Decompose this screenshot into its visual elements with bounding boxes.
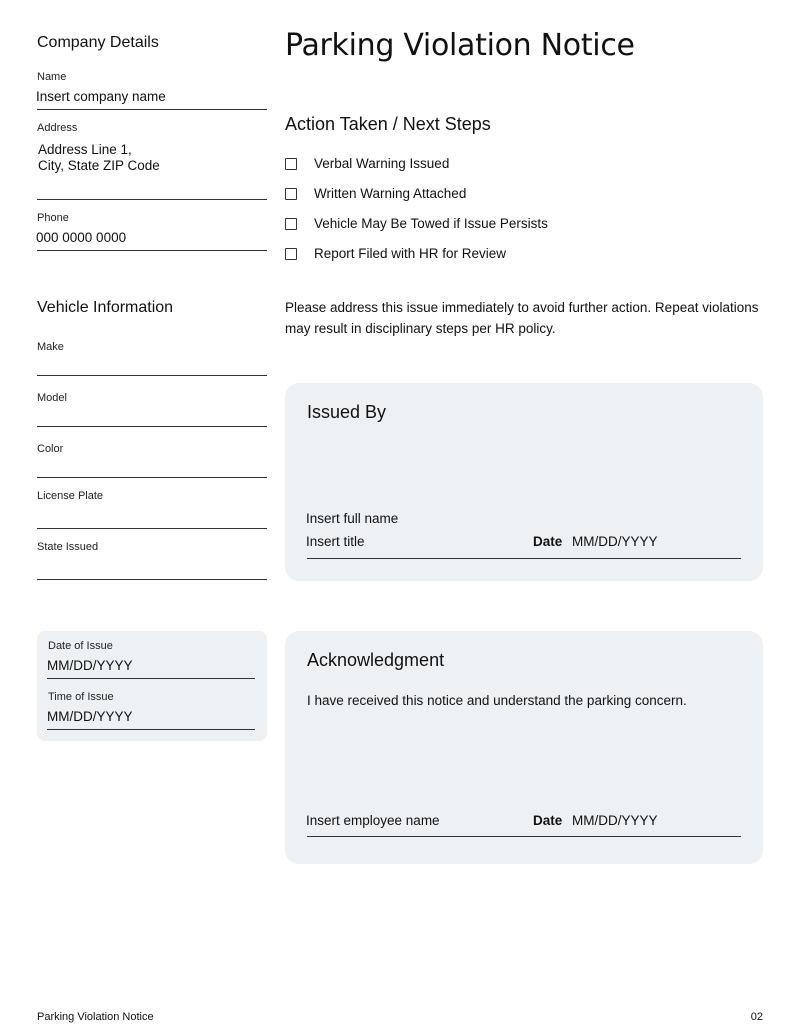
address-line-1: Address Line 1, (38, 142, 132, 157)
time-of-issue-underline (47, 729, 255, 730)
time-of-issue-field[interactable]: MM/DD/YYYY (47, 709, 133, 724)
hr-report-checkbox[interactable] (285, 248, 297, 260)
issuer-signature-line (307, 558, 741, 559)
employee-signature-line (307, 836, 741, 837)
company-details-heading: Company Details (37, 34, 159, 51)
checkbox-row-hr-report[interactable] (285, 246, 506, 261)
vehicle-info-heading: Vehicle Information (37, 299, 174, 316)
address-label: Address (37, 122, 78, 134)
license-plate-field[interactable] (37, 528, 267, 529)
action-taken-heading: Action Taken / Next Steps (285, 114, 491, 134)
action-note: Please address this issue immediately to avoid further action. Repeat violations may result in disciplinary steps per HR policy. (285, 300, 759, 336)
checkbox-row-tow-warning[interactable] (285, 216, 548, 231)
state-issued-field[interactable] (37, 579, 267, 580)
color-label: Color (37, 443, 64, 455)
checkbox-row-verbal-warning[interactable] (285, 156, 449, 171)
page-number: 02 (750, 1011, 763, 1023)
acknowledgment-heading: Acknowledgment (307, 650, 445, 670)
checkbox-row-written-warning[interactable] (285, 186, 466, 201)
model-label: Model (37, 392, 67, 404)
employee-name-field[interactable]: Insert employee name (306, 813, 440, 828)
license-plate-label: License Plate (37, 490, 104, 502)
phone-underline (37, 250, 267, 251)
phone-label: Phone (37, 212, 69, 224)
footer-title: Parking Violation Notice (37, 1011, 154, 1023)
address-field[interactable] (38, 142, 160, 174)
make-label: Make (37, 341, 64, 353)
tow-warning-checkbox[interactable] (285, 218, 297, 230)
page-title: Parking Violation Notice (285, 28, 635, 63)
employee-date-label: Date (533, 813, 563, 828)
issuer-name-field[interactable]: Insert full name (306, 511, 399, 526)
state-issued-label: State Issued (37, 541, 99, 553)
address-line-2: City, State ZIP Code (38, 158, 160, 173)
issuer-date-label: Date (533, 534, 563, 549)
written-warning-label: Written Warning Attached (314, 186, 467, 201)
date-of-issue-underline (47, 678, 255, 679)
issuer-title-field[interactable]: Insert title (306, 534, 365, 549)
verbal-warning-checkbox[interactable] (285, 158, 297, 170)
model-field[interactable] (37, 426, 267, 427)
time-of-issue-label: Time of Issue (48, 691, 114, 703)
written-warning-checkbox[interactable] (285, 188, 297, 200)
hr-report-label: Report Filed with HR for Review (314, 246, 507, 261)
issuer-date-field[interactable]: MM/DD/YYYY (572, 534, 658, 549)
issued-by-panel (285, 383, 763, 581)
verbal-warning-label: Verbal Warning Issued (314, 156, 450, 171)
tow-warning-label: Vehicle May Be Towed if Issue Persists (314, 216, 548, 231)
acknowledgment-text: I have received this notice and understand the parking concern. (307, 693, 687, 708)
acknowledgment-panel (285, 631, 763, 864)
company-name-underline (37, 109, 267, 110)
color-field[interactable] (37, 477, 267, 478)
make-field[interactable] (37, 375, 267, 376)
issue-datetime-panel (37, 631, 267, 741)
company-name-label: Name (37, 71, 67, 83)
date-of-issue-field[interactable]: MM/DD/YYYY (47, 658, 133, 673)
date-of-issue-label: Date of Issue (48, 640, 113, 652)
address-underline (37, 199, 267, 200)
employee-date-field[interactable]: MM/DD/YYYY (572, 813, 658, 828)
company-name-field[interactable]: Insert company name (36, 89, 166, 104)
phone-field[interactable]: 000 0000 0000 (36, 230, 127, 245)
issued-by-heading: Issued By (307, 402, 387, 422)
